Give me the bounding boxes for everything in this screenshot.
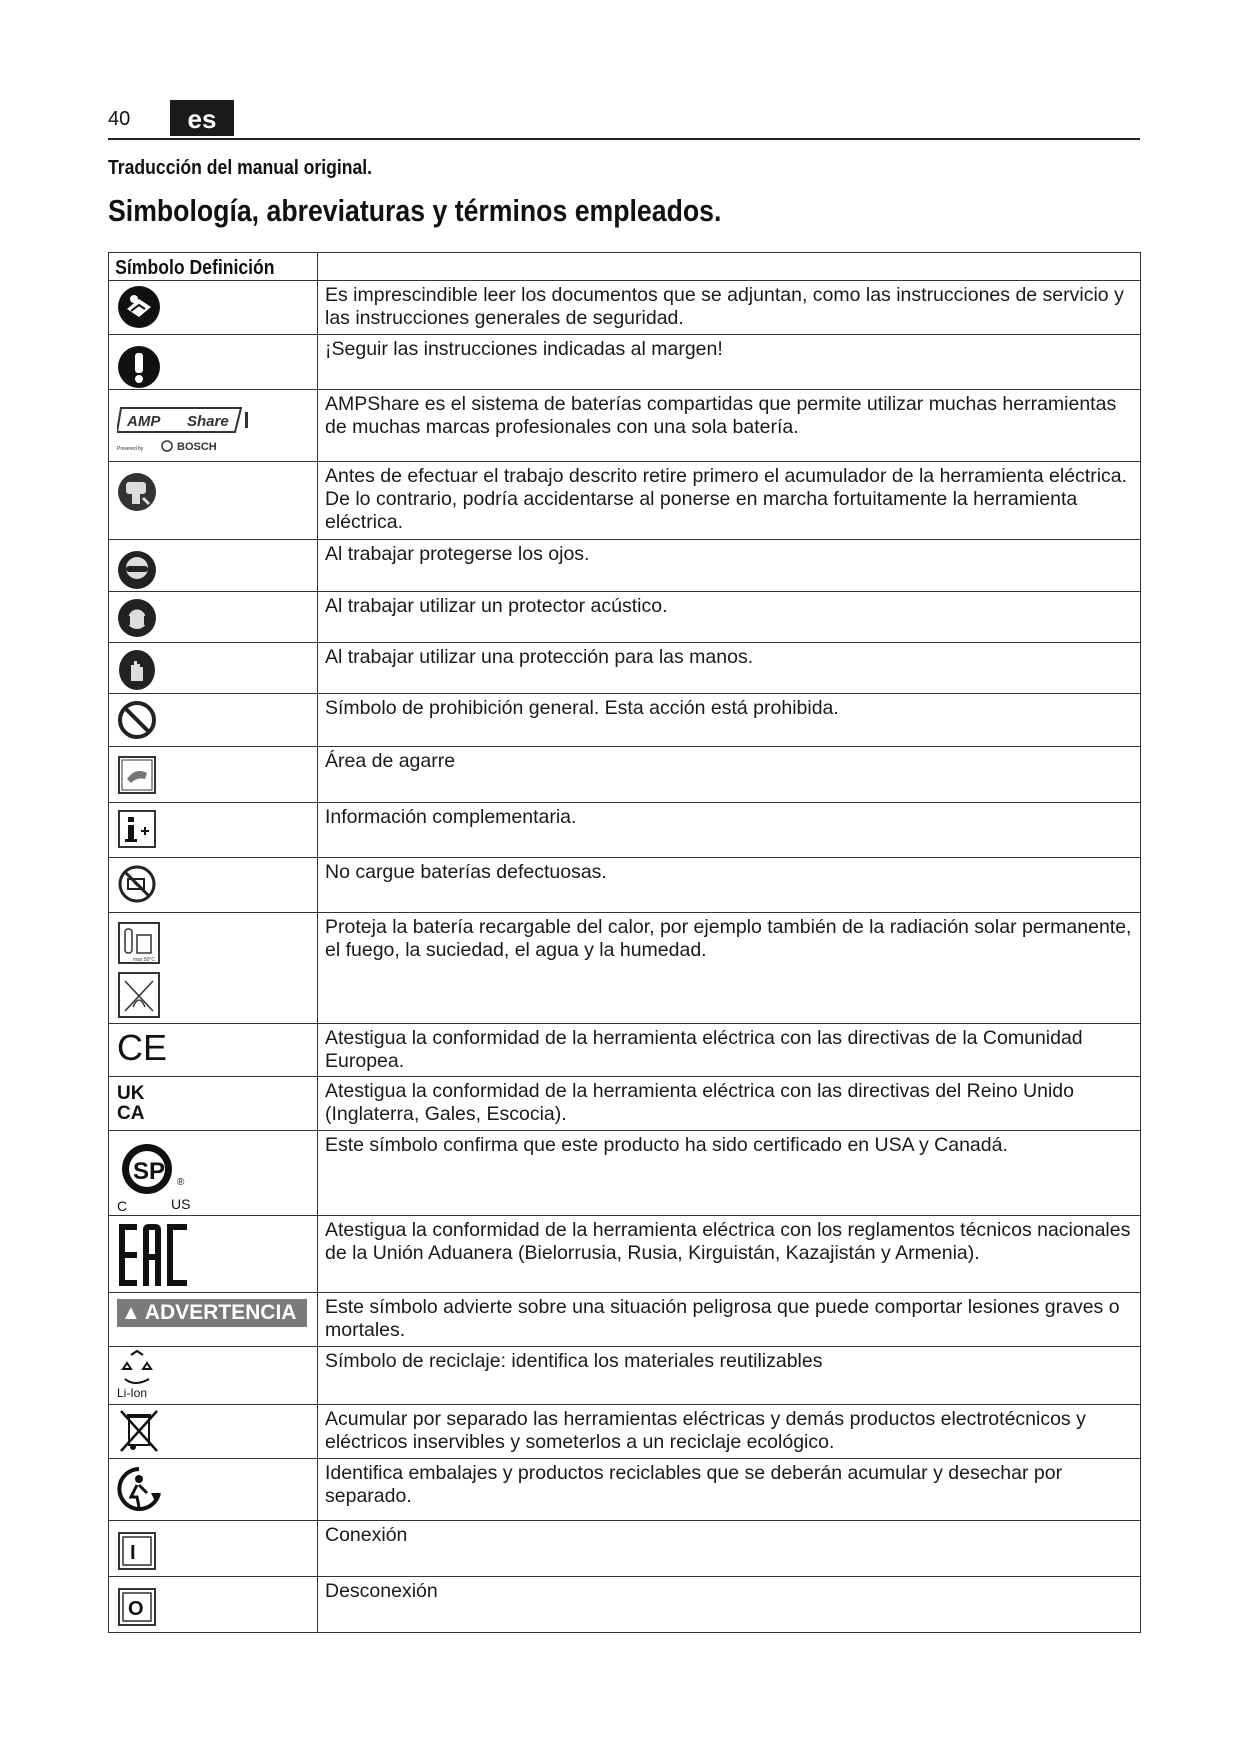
table-row [109,913,1141,1024]
page-number: 40 [108,108,131,130]
language-tab: es [170,100,234,136]
table-row [109,694,1141,747]
table-row [109,335,1141,390]
definition-cell: Desconexión [318,1577,1141,1633]
warning-exclamation-icon [109,335,317,389]
document-subtitle: Traducción del manual original. [108,157,373,179]
table-row [109,1577,1141,1633]
table-row [109,390,1141,462]
power-off-text: O [128,1598,144,1620]
recycle-li-ion-icon [109,1347,317,1401]
table-row [109,643,1141,694]
page-title: Simbología, abreviaturas y términos empleados. [108,193,722,228]
definition-cell: Información complementaria. [318,803,1141,858]
ce-mark-text: CE [117,1028,167,1068]
definition-cell: Identifica embalajes y productos reciclables que se deberán acumular y desechar por separado. [318,1459,1141,1521]
eye-protection-icon [109,540,317,590]
definition-cell: Acumular por separado las herramientas eléctricas y demás productos electrotécnicos y eléctricos inservibles y someterlos a un reciclaje ecológico. [318,1405,1141,1459]
definition-cell: Al trabajar utilizar una protección para las manos. [318,643,1141,694]
ce-mark-icon [109,1024,317,1068]
definition-cell: Área de agarre [318,747,1141,803]
warning-triangle-icon: ▲ [121,1302,141,1324]
table-row [109,803,1141,858]
definition-cell: ¡Seguir las instrucciones indicadas al margen! [318,335,1141,390]
ampshare-share-text: Share [187,413,229,430]
li-ion-text: Li-Ion [117,1386,148,1400]
advertencia-label [117,1299,307,1327]
weee-bin-icon [109,1405,317,1455]
definition-cell: Es imprescindible leer los documentos que se adjuntan, como las instrucciones de servicio y las instrucciones generales de seguridad. [318,281,1141,335]
table-row [109,1131,1141,1216]
definition-cell: AMPShare es el sistema de baterías compartidas que permite utilizar muchas herramientas de muchas marcas profesionales con una sola batería. [318,390,1141,462]
csa-mark-text: SP [133,1158,166,1185]
grip-area-icon [109,747,317,795]
ampshare-amp-text: AMP [127,413,161,430]
definition-cell: Símbolo de reciclaje: identifica los materiales reutilizables [318,1347,1141,1405]
hand-protection-icon [109,643,317,691]
power-off-icon [109,1577,317,1627]
advertencia-label-text: ADVERTENCIA [144,1301,297,1324]
ampshare-bosch-text: BOSCH [177,441,217,453]
ukca-top-text: UK [117,1083,145,1104]
symbol-table [108,252,1141,1633]
definition-cell: Atestigua la conformidad de la herramienta eléctrica con los reglamentos técnicos nacionales de la Unión Aduanera (Bielorrusia, Rusia, Kirguistán, Kazajistán y Armenia). [318,1216,1141,1293]
definition-cell: Atestigua la conformidad de la herramienta eléctrica con las directivas de la Comunidad Europea. [318,1024,1141,1077]
table-row [109,1405,1141,1459]
ear-protection-icon [109,592,317,638]
battery-heat-label: max 50°C [133,957,156,963]
info-plus-icon [109,803,317,849]
table-row [109,1077,1141,1131]
definition-cell: Atestigua la conformidad de la herramienta eléctrica con las directivas del Reino Unido (Inglaterra, Gales, Escocia). [318,1077,1141,1131]
ampshare-powered-text: Powered by [117,446,144,452]
definition-cell: Proteja la batería recargable del calor, por ejemplo también de la radiación solar permanente, el fuego, la suciedad, el agua y la humedad. [318,913,1141,1024]
definition-cell: Antes de efectuar el trabajo descrito retire primero el acumulador de la herramienta eléctrica. De lo contrario, podría accidentarse al ponerse en marcha fortuitamente la herramienta eléctrica. [318,462,1141,540]
ukca-mark-icon [109,1077,317,1125]
prohibition-icon [109,694,317,740]
table-row [109,281,1141,335]
csa-reg-text: ® [177,1177,185,1188]
definition-cell: Al trabajar protegerse los ojos. [318,540,1141,592]
table-row [109,462,1141,540]
recyclable-packaging-icon [109,1459,317,1513]
no-charge-defective-battery-icon [109,858,317,904]
battery-heat-icon [109,913,317,1021]
definition-cell: Este símbolo confirma que este producto ha sido certificado en USA y Canadá. [318,1131,1141,1216]
table-row [109,1459,1141,1521]
csa-c-text: C [117,1198,128,1214]
table-header-row [109,253,1141,281]
table-row [109,540,1141,592]
power-on-text: I [130,1542,136,1564]
table-row [109,1521,1141,1577]
table-row [109,1347,1141,1405]
csa-us-text: US [171,1196,191,1212]
table-header-cell: Símbolo Definición [109,253,318,281]
definition-cell: Conexión [318,1521,1141,1577]
definition-cell: Este símbolo advierte sobre una situación peligrosa que puede comportar lesiones graves o mortales. [318,1293,1141,1347]
table-row [109,592,1141,643]
definition-cell: No cargue baterías defectuosas. [318,858,1141,913]
read-manual-icon [109,281,317,329]
ukca-bottom-text: CA [117,1103,145,1124]
csa-mark-icon [109,1131,317,1215]
table-row [109,747,1141,803]
table-header-empty-cell [318,253,1141,281]
table-row [109,1024,1141,1077]
table-row [109,1293,1141,1347]
table-row [109,1216,1141,1293]
table-row [109,858,1141,913]
page-header [108,100,1140,140]
power-on-icon [109,1521,317,1571]
eac-mark-icon [109,1216,317,1288]
definition-cell: Al trabajar utilizar un protector acústico. [318,592,1141,643]
ampshare-logo [109,390,317,456]
definition-cell: Símbolo de prohibición general. Esta acción está prohibida. [318,694,1141,747]
remove-battery-icon [109,462,317,512]
